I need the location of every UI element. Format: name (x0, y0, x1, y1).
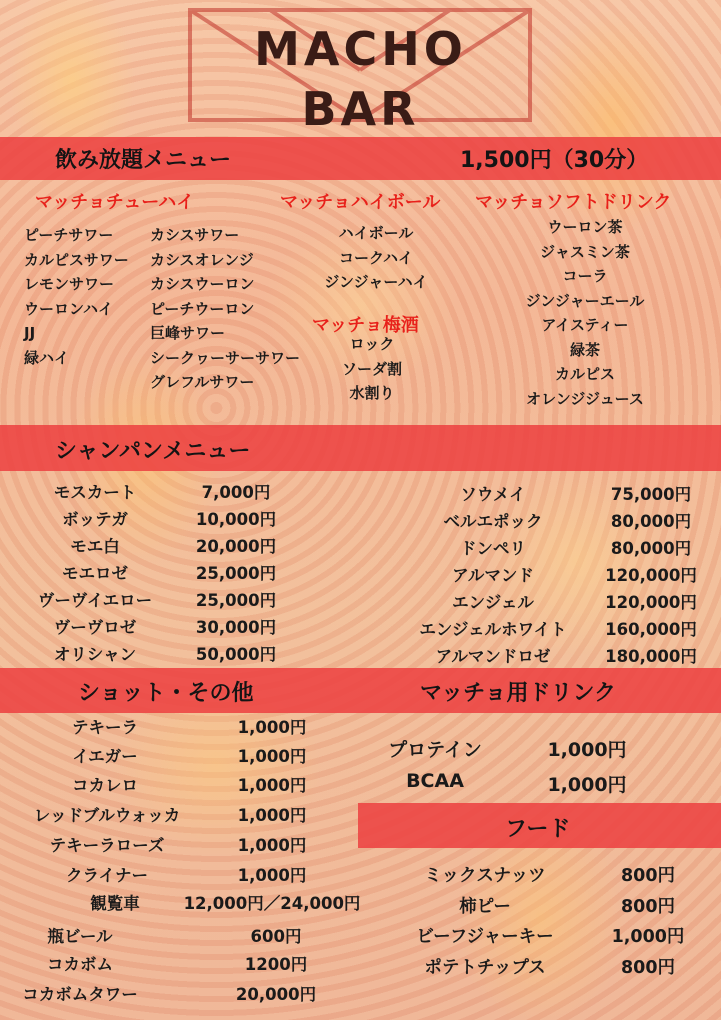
item-name: アルマンドロゼ (435, 647, 551, 666)
item-name: モスカート (53, 483, 137, 502)
item-price: 50,000円 (195, 645, 277, 664)
item-name: コカボムタワー (22, 985, 138, 1004)
item-price: 1,000円 (237, 836, 307, 855)
item-name: モエ白 (70, 537, 120, 556)
item-name: ベルエポック (443, 512, 543, 531)
item-price: 1,000円 (237, 747, 307, 766)
item-name: ヴーヴイエロー (37, 591, 153, 610)
item-price: 120,000円 (605, 566, 697, 585)
menu-item: カルピス (554, 365, 615, 383)
menu-item: カルピスサワー (24, 250, 129, 269)
menu-item: グレフルサワー (150, 373, 255, 391)
item-name: オリシャン (53, 645, 137, 664)
item-price: 25,000円 (195, 564, 277, 583)
item-price: 800円 (620, 866, 676, 886)
menu-item: ジャスミン茶 (540, 242, 630, 261)
menu-item: ピーチサワー (24, 226, 114, 244)
item-price: 180,000円 (605, 647, 697, 666)
menu-item: シークヮーサーサワー (150, 348, 301, 367)
menu-item: 緑ハイ (24, 348, 70, 367)
menu-item: ロック (349, 335, 395, 353)
item-name: テキーラローズ (49, 836, 165, 855)
category-chuhai: マッチョチューハイ (35, 192, 195, 213)
item-price: 800円 (620, 897, 676, 917)
food-title: フード (505, 817, 571, 842)
category-soft-drink: マッチョソフトドリンク (475, 192, 672, 213)
item-price: 80,000円 (610, 539, 692, 558)
menu-item: ジンジャーハイ (324, 273, 428, 291)
nomihoudai-price: 1,500円（30分） (460, 148, 649, 173)
item-price: 1,000円 (547, 774, 627, 796)
item-price: 30,000円 (195, 618, 277, 637)
item-name: イエガー (72, 747, 138, 766)
menu-item: レモンサワー (24, 275, 115, 293)
item-name: コカレロ (72, 776, 138, 795)
soft-drink-list (510, 215, 660, 411)
item-name: ヴーヴロゼ (53, 618, 137, 637)
menu-item: ウーロン茶 (547, 218, 623, 236)
item-name: エンジェルホワイト (419, 620, 567, 639)
item-name: BCAA (406, 770, 464, 792)
shots-title: ショット・その他 (78, 681, 254, 706)
menu-item: オレンジジュース (526, 389, 644, 408)
item-name: ボッテガ (62, 510, 128, 529)
item-price: 80,000円 (610, 512, 692, 531)
item-price: 1,000円 (547, 739, 627, 761)
menu-item: ソーダ割 (341, 359, 402, 378)
item-name: 瓶ビール (47, 927, 113, 946)
category-highball: マッチョハイボール (280, 192, 441, 213)
macho-drink-title: マッチョ用ドリンク (420, 681, 617, 706)
chuhai-list-2 (150, 223, 300, 395)
menu-item: アイスティー (541, 316, 629, 334)
item-price: 7,000円 (201, 483, 271, 502)
item-price: 75,000円 (610, 485, 692, 504)
item-price: 1,000円 (237, 718, 307, 737)
menu-item: 水割り (349, 384, 395, 402)
nomihoudai-title: 飲み放題メニュー (55, 148, 232, 173)
item-name: 観覧車 (90, 894, 140, 913)
item-price: 120,000円 (605, 593, 697, 612)
item-name: ビーフジャーキー (416, 927, 554, 947)
item-price: 800円 (620, 958, 676, 978)
item-price: 600円 (250, 927, 302, 946)
umeshu-list (322, 332, 422, 406)
item-name: ソウメイ (460, 485, 526, 504)
menu-item: カシスオレンジ (150, 250, 254, 269)
item-price: 1,000円 (237, 866, 307, 885)
item-price: 12,000円／24,000円 (183, 894, 361, 913)
item-price: 20,000円 (195, 537, 277, 556)
item-name: プロテイン (388, 739, 482, 761)
item-price: 1200円 (244, 955, 308, 974)
item-price: 1,000円 (237, 806, 307, 825)
category-umeshu: マッチョ梅酒 (312, 315, 419, 336)
menu-item: ピーチウーロン (150, 299, 255, 318)
chuhai-list-1 (24, 223, 129, 370)
menu-item: ジンジャーエール (525, 291, 645, 310)
item-price: 1,000円 (237, 776, 307, 795)
item-name: 柿ピー (459, 897, 511, 917)
item-name: ミックスナッツ (424, 866, 546, 886)
item-price: 160,000円 (605, 620, 697, 639)
title-bar: BAR (301, 82, 420, 136)
item-name: エンジェル (452, 593, 534, 612)
item-name: テキーラ (72, 718, 138, 737)
item-name: ドンペリ (460, 539, 526, 558)
menu-item: ウーロンハイ (24, 299, 113, 318)
champagne-title: シャンパンメニュー (55, 439, 251, 464)
item-price: 20,000円 (235, 985, 317, 1004)
menu-item: カシスウーロン (150, 275, 255, 293)
highball-list (316, 221, 436, 295)
menu-item: カシスサワー (150, 226, 240, 244)
item-name: レッドブルウォッカ (33, 806, 181, 825)
menu-item: 緑茶 (569, 340, 600, 359)
item-price: 10,000円 (195, 510, 277, 529)
menu-item: JJ (24, 324, 36, 342)
item-price: 1,000円 (611, 927, 685, 947)
menu-item: コークハイ (338, 248, 414, 267)
item-name: ポテトチップス (424, 958, 546, 978)
item-name: コカボム (47, 955, 113, 974)
item-name: モエロゼ (62, 564, 128, 583)
item-name: アルマンド (452, 566, 534, 585)
menu-item: ハイボール (338, 224, 414, 242)
menu-item: コーラ (562, 267, 608, 285)
item-price: 25,000円 (195, 591, 277, 610)
item-name: クライナー (65, 866, 149, 885)
title-macho: MACHO (254, 22, 467, 76)
menu-item: 巨峰サワー (150, 324, 226, 342)
